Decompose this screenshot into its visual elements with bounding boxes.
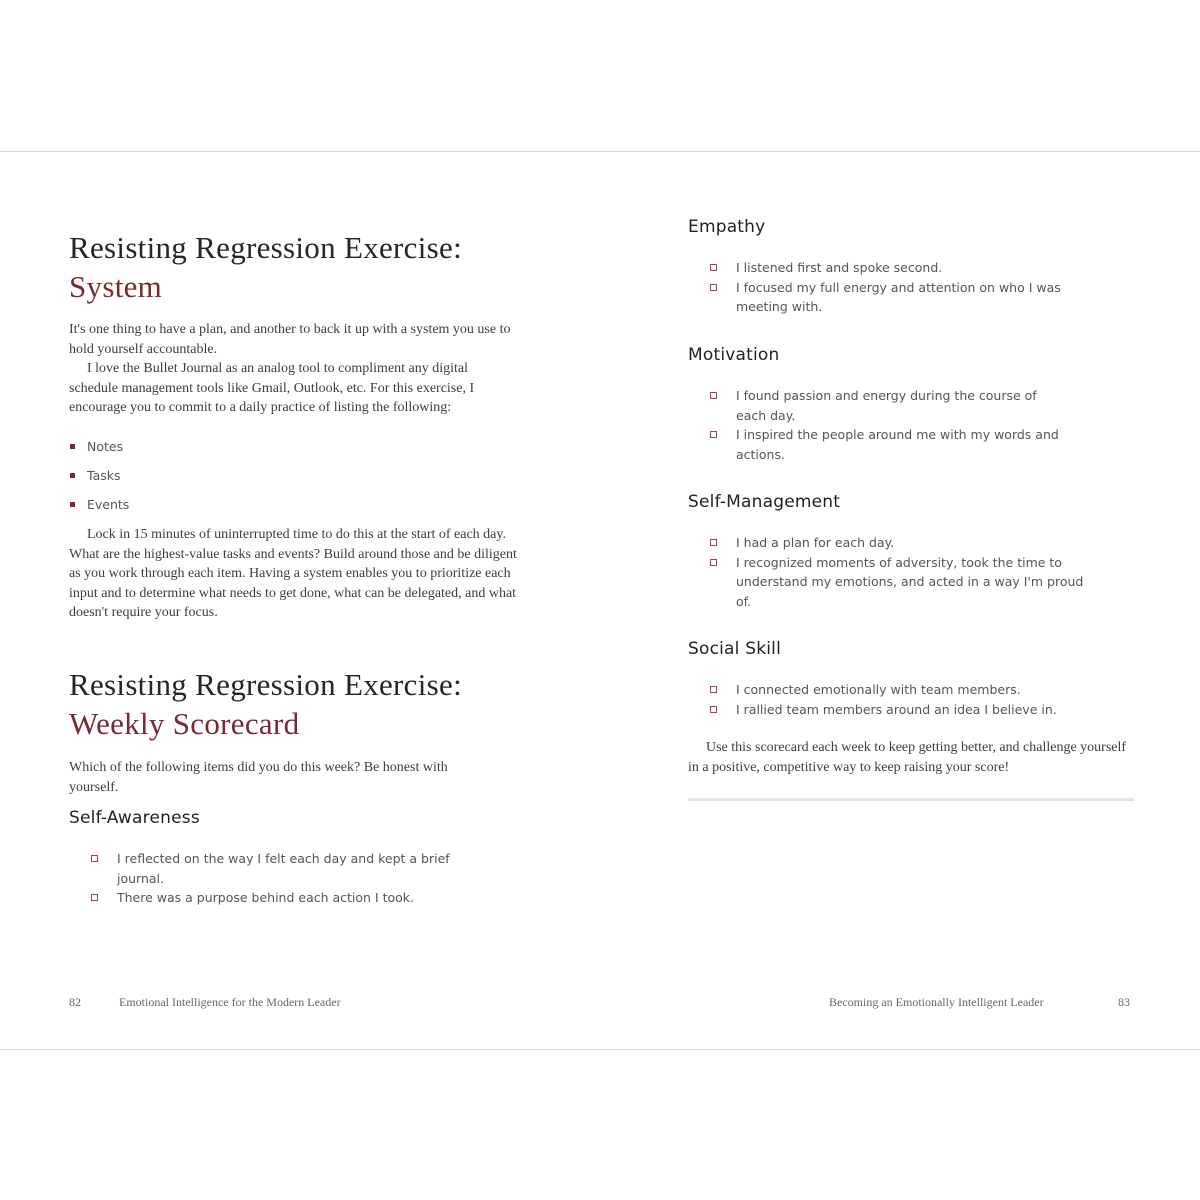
checklist-item[interactable]: I found passion and energy during the course of each day. [710, 386, 1060, 425]
page-number-left: 82 [69, 995, 81, 1009]
checkbox-icon[interactable] [710, 559, 717, 566]
checklist-item[interactable]: I focused my full energy and attention on who I was meeting with. [710, 278, 1090, 317]
right-page [600, 152, 1200, 1049]
paragraph-closing: Use this scorecard each week to keep getting better, and challenge yourself in a positive, competitive way to keep raising your score! [688, 740, 1127, 775]
square-bullet-icon [70, 502, 75, 507]
checklist-item[interactable]: I listened first and spoke second. [710, 258, 1090, 278]
paragraph-bullet-journal: I love the Bullet Journal as an analog tool to compliment any digital schedule management tools like Gmail, Outlook, etc. For this exercise, I encourage you to commit to a daily practice of listing the following: [69, 361, 475, 416]
checkbox-icon[interactable] [710, 539, 717, 546]
system-body-text [69, 525, 517, 623]
checkbox-icon[interactable] [91, 894, 98, 901]
checklist-item[interactable]: I rallied team members around an idea I believe in. [710, 700, 1090, 720]
system-intro-text [69, 320, 517, 418]
exercise-system-title [69, 228, 462, 306]
social-skill-checklist [710, 680, 1090, 719]
square-bullet-icon [70, 473, 75, 478]
checklist-item[interactable]: I had a plan for each day. [710, 533, 1090, 553]
checkbox-icon[interactable] [710, 686, 717, 693]
paragraph-lock-in: Lock in 15 minutes of uninterrupted time to do this at the start of each day. What are the highest-value tasks and events? Build around those and be diligent as you work through each item. Having a system enables you to prioritize each input and to determine what needs to get done, what can be delegated, and what doesn't require your focus. [69, 527, 517, 621]
checklist-item[interactable]: I recognized moments of adversity, took the time to understand my emotions, and acted in a way I'm proud of. [710, 553, 1090, 612]
checkbox-icon[interactable] [710, 392, 717, 399]
section-heading-motivation: Motivation [688, 345, 780, 365]
running-title-right: Becoming an Emotionally Intelligent Leader [829, 995, 1044, 1009]
motivation-checklist [710, 386, 1060, 464]
exercise-subtitle-scorecard: Weekly Scorecard [69, 706, 300, 741]
paragraph-plan: It's one thing to have a plan, and another to back it up with a system you use to hold yourself accountable. [69, 322, 511, 357]
running-title-left: Emotional Intelligence for the Modern Leader [119, 995, 341, 1009]
self-management-checklist [710, 533, 1090, 611]
list-item: Events [70, 497, 129, 512]
section-heading-self-management: Self-Management [688, 492, 841, 512]
section-heading-self-awareness: Self-Awareness [69, 808, 200, 828]
checklist-item[interactable]: There was a purpose behind each action I took. [91, 888, 471, 908]
checklist-item[interactable]: I reflected on the way I felt each day and kept a brief journal. [91, 849, 471, 888]
book-spread [0, 151, 1200, 1050]
section-heading-social-skill: Social Skill [688, 639, 782, 659]
scorecard-intro-text [69, 758, 469, 797]
square-bullet-icon [70, 444, 75, 449]
exercise-scorecard-title [69, 665, 462, 743]
self-awareness-checklist [91, 849, 471, 908]
checklist-item[interactable]: I inspired the people around me with my words and actions. [710, 425, 1060, 464]
paragraph-scorecard-intro: Which of the following items did you do this week? Be honest with yourself. [69, 760, 448, 795]
checkbox-icon[interactable] [710, 431, 717, 438]
left-page [0, 152, 600, 1049]
exercise-title-text: Resisting Regression Exercise: [69, 667, 462, 702]
checklist-item[interactable]: I connected emotionally with team members. [710, 680, 1090, 700]
checkbox-icon[interactable] [710, 264, 717, 271]
exercise-title-text: Resisting Regression Exercise: [69, 230, 462, 265]
checkbox-icon[interactable] [710, 284, 717, 291]
section-divider [688, 798, 1134, 801]
page-number-right: 83 [1118, 995, 1130, 1009]
checkbox-icon[interactable] [710, 706, 717, 713]
list-item: Notes [70, 439, 123, 454]
scorecard-closing-text [688, 738, 1134, 777]
checkbox-icon[interactable] [91, 855, 98, 862]
section-heading-empathy: Empathy [688, 217, 766, 237]
empathy-checklist [710, 258, 1090, 317]
list-item: Tasks [70, 468, 121, 483]
exercise-subtitle-system: System [69, 269, 163, 304]
